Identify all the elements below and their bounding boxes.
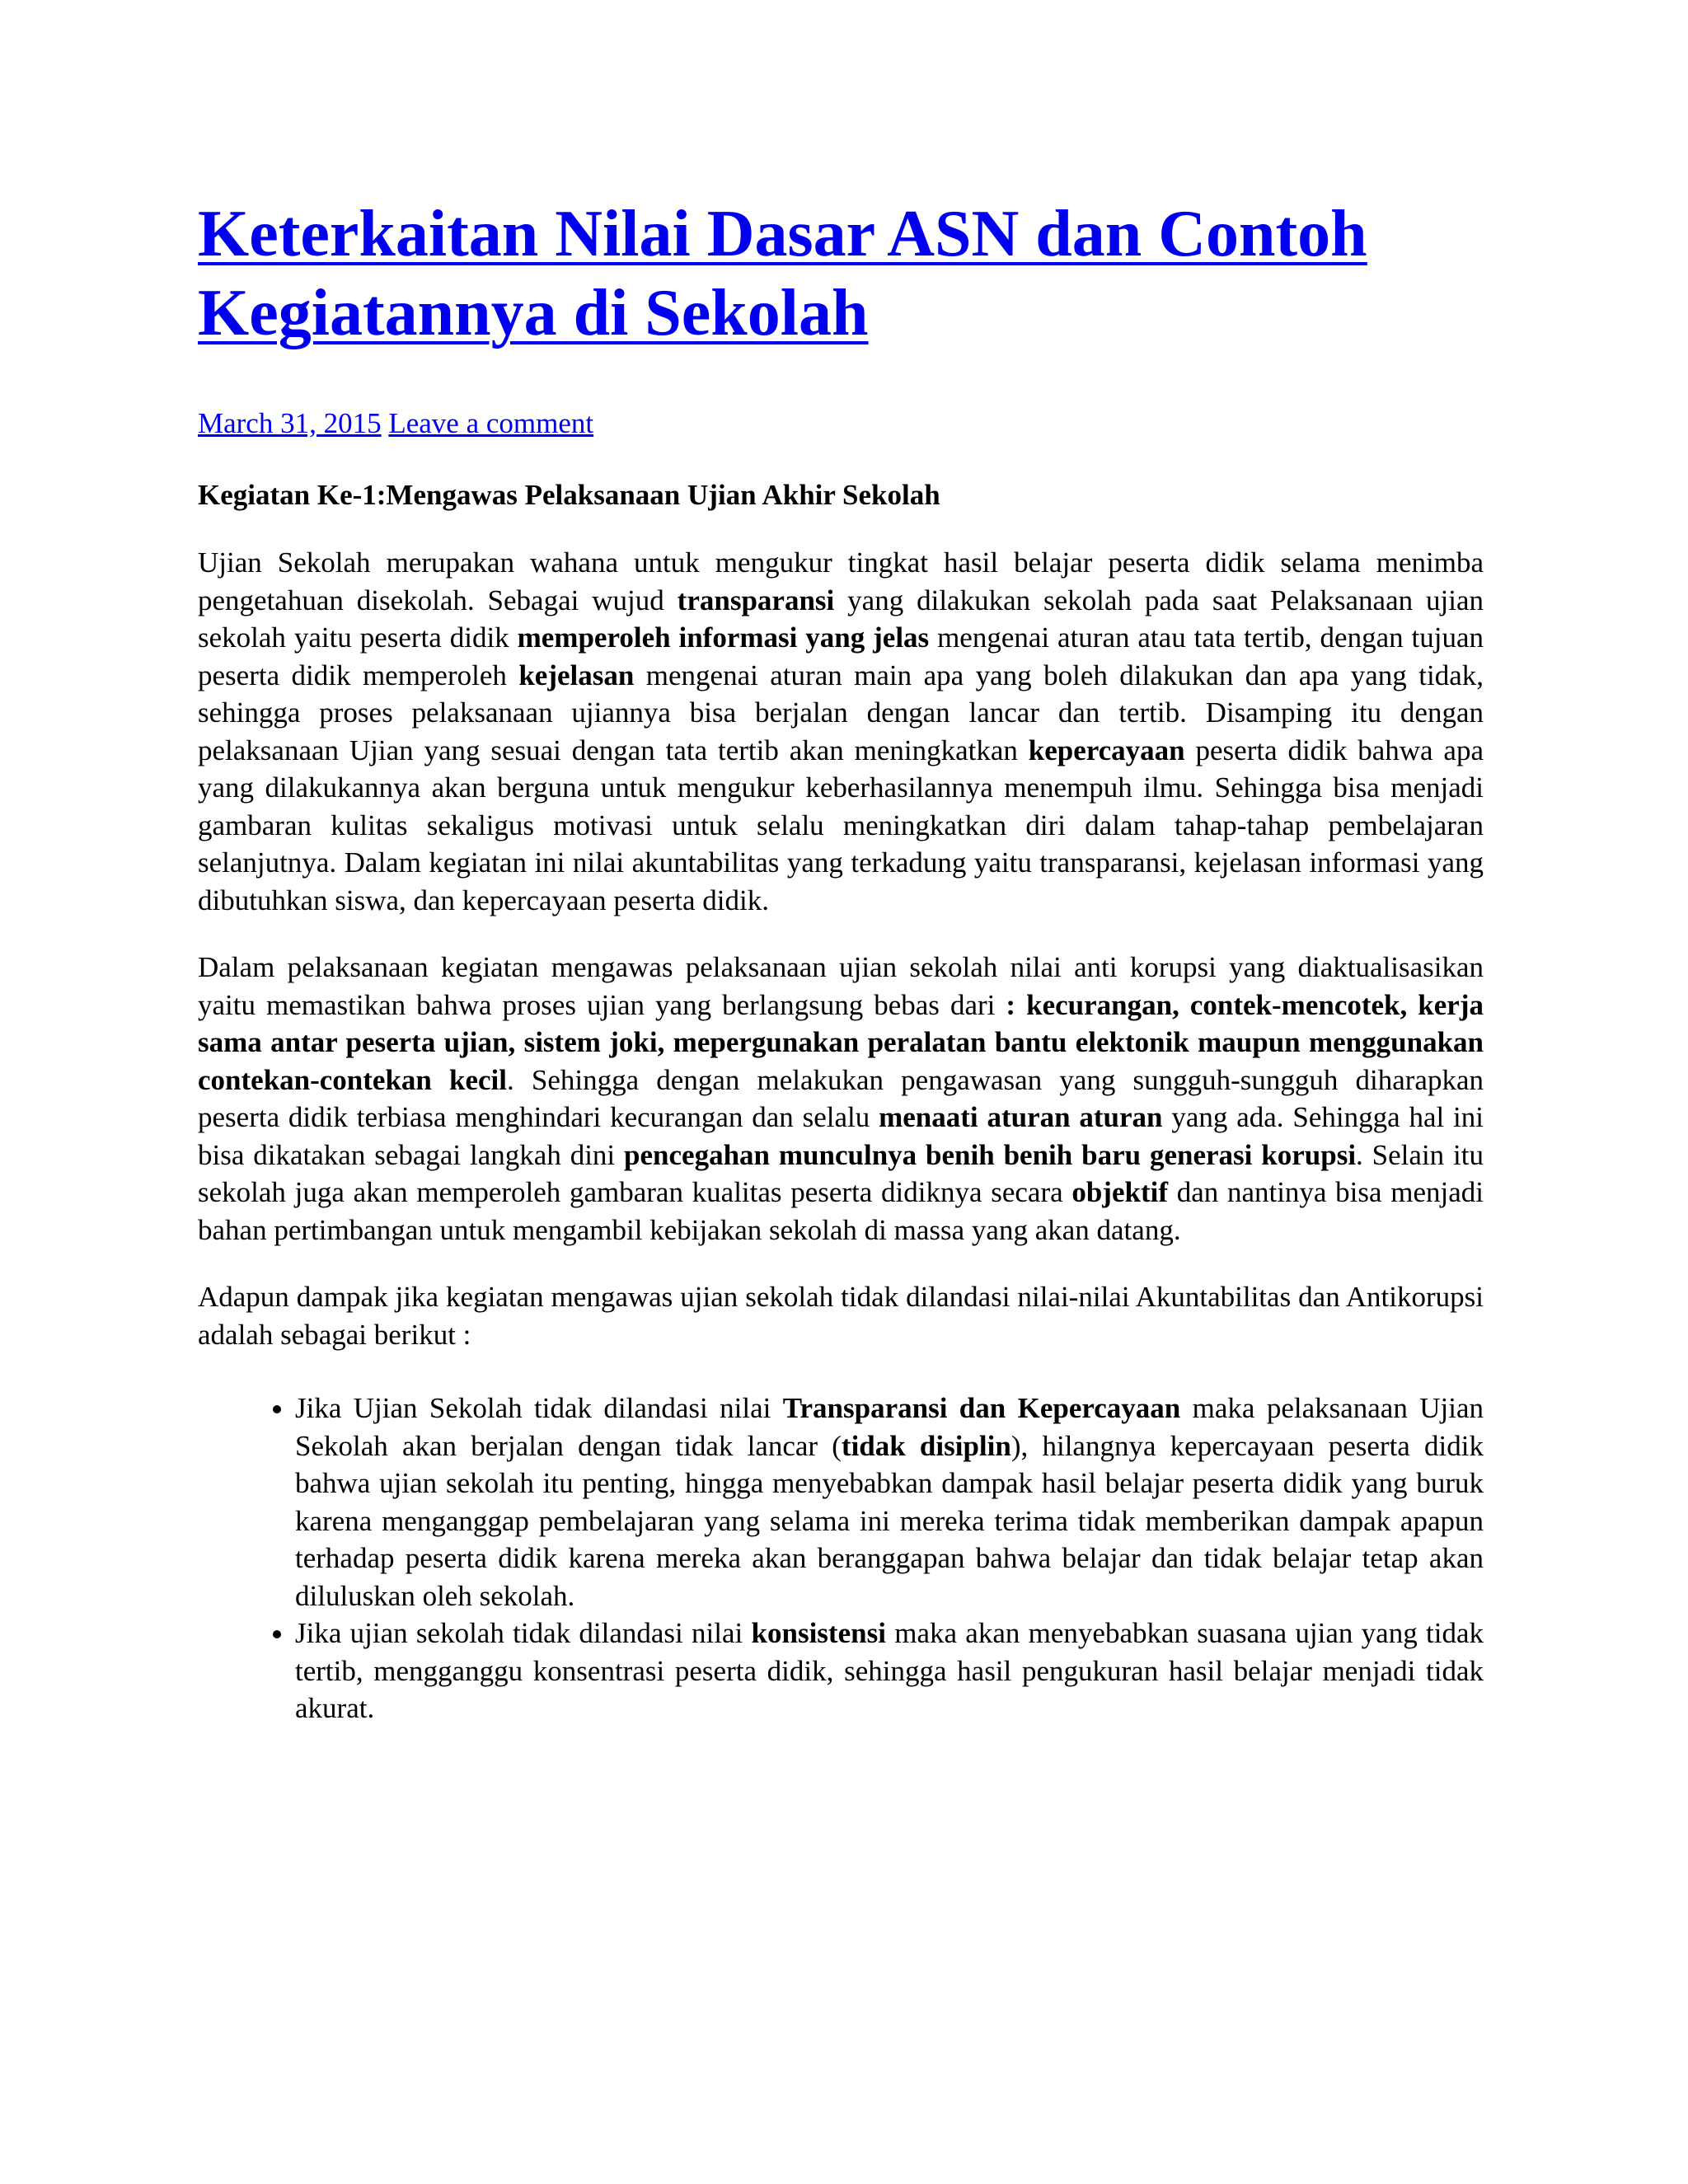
paragraph-1: Ujian Sekolah merupakan wahana untuk mengukur tingkat hasil belajar peserta didik selama menimba pengetahuan disekolah. Sebagai wujud transparansi yang dilakukan sekolah pada saat Pelaksanaan ujian sekolah yaitu peserta didik memperoleh informasi yang jelas mengenai aturan atau tata tertib, dengan tujuan peserta didik memperoleh kejelasan mengenai aturan main apa yang boleh dilakukan dan apa yang tidak, sehingga proses pelaksanaan ujiannya bisa berjalan dengan lancar dan tertib. Disamping itu dengan pelaksanaan Ujian yang sesuai dengan tata tertib akan meningkatkan kepercayaan peserta didik bahwa apa yang dilakukannya akan berguna untuk mengukur keberhasilannya menempuh ilmu. Sehingga bisa menjadi gambaran kulitas sekaligus motivasi untuk selalu meningkatkan diri dalam tahap-tahap pembelajaran selanjutnya. Dalam kegiatan ini nilai akuntabilitas yang terkadung yaitu transparansi, kejelasan informasi yang dibutuhkan siswa, dan kepercayaan peserta didik. xyxy=(198,546,1484,916)
paragraph-3: Adapun dampak jika kegiatan mengawas ujian sekolah tidak dilandasi nilai-nilai Akuntabilitas dan Antikorupsi adalah sebagai berikut : xyxy=(198,1281,1484,1351)
section-heading: Kegiatan Ke-1:Mengawas Pelaksanaan Ujian Akhir Sekolah xyxy=(198,479,940,511)
article-title-link[interactable]: Keterkaitan Nilai Dasar ASN dan Contoh Kegiatannya di Sekolah xyxy=(198,198,1367,349)
article-title xyxy=(198,194,1484,353)
impact-list xyxy=(198,1390,1484,1727)
list-item: • Jika Ujian Sekolah tidak dilandasi nilai Transparansi dan Kepercayaan maka pelaksanaan Ujian Sekolah akan berjalan dengan tidak lancar (tidak disiplin), hilangnya kepercayaan peserta didik bahwa ujian sekolah itu penting, hingga menyebabkan dampak hasil belajar peserta didik yang buruk karena menganggap pembelajaran yang selama ini mereka terima tidak memberikan dampak apapun terhadap peserta didik karena mereka akan beranggapan bahwa belajar dan tidak belajar tetap akan diluluskan oleh sekolah. xyxy=(295,1390,1484,1615)
leave-comment-link[interactable]: Leave a comment xyxy=(388,407,594,439)
document-page xyxy=(198,194,1484,1727)
paragraph-2: Dalam pelaksanaan kegiatan mengawas pelaksanaan ujian sekolah nilai anti korupsi yang diaktualisasikan yaitu memastikan bahwa proses ujian yang berlangsung bebas dari : kecurangan, contek-mencotek, kerja sama antar peserta ujian, sistem joki, mepergunakan peralatan bantu elektonik maupun menggunakan contekan-contekan kecil. Sehingga dengan melakukan pengawasan yang sungguh-sungguh diharapkan peserta didik terbiasa menghindari kecurangan dan selalu menaati aturan aturan yang ada. Sehingga hal ini bisa dikatakan sebagai langkah dini pencegahan munculnya benih benih baru generasi korupsi. Selain itu sekolah juga akan memperoleh gambaran kualitas peserta didiknya secara objektif dan nantinya bisa menjadi bahan pertimbangan untuk mengambil kebijakan sekolah di massa yang akan datang. xyxy=(198,951,1484,1246)
post-meta xyxy=(198,405,1484,442)
post-date-link[interactable]: March 31, 2015 xyxy=(198,407,382,439)
list-item: • Jika ujian sekolah tidak dilandasi nilai konsistensi maka akan menyebabkan suasana ujian yang tidak tertib, mengganggu konsentrasi peserta didik, sehingga hasil pengukuran hasil belajar menjadi tidak akurat. xyxy=(295,1615,1484,1727)
